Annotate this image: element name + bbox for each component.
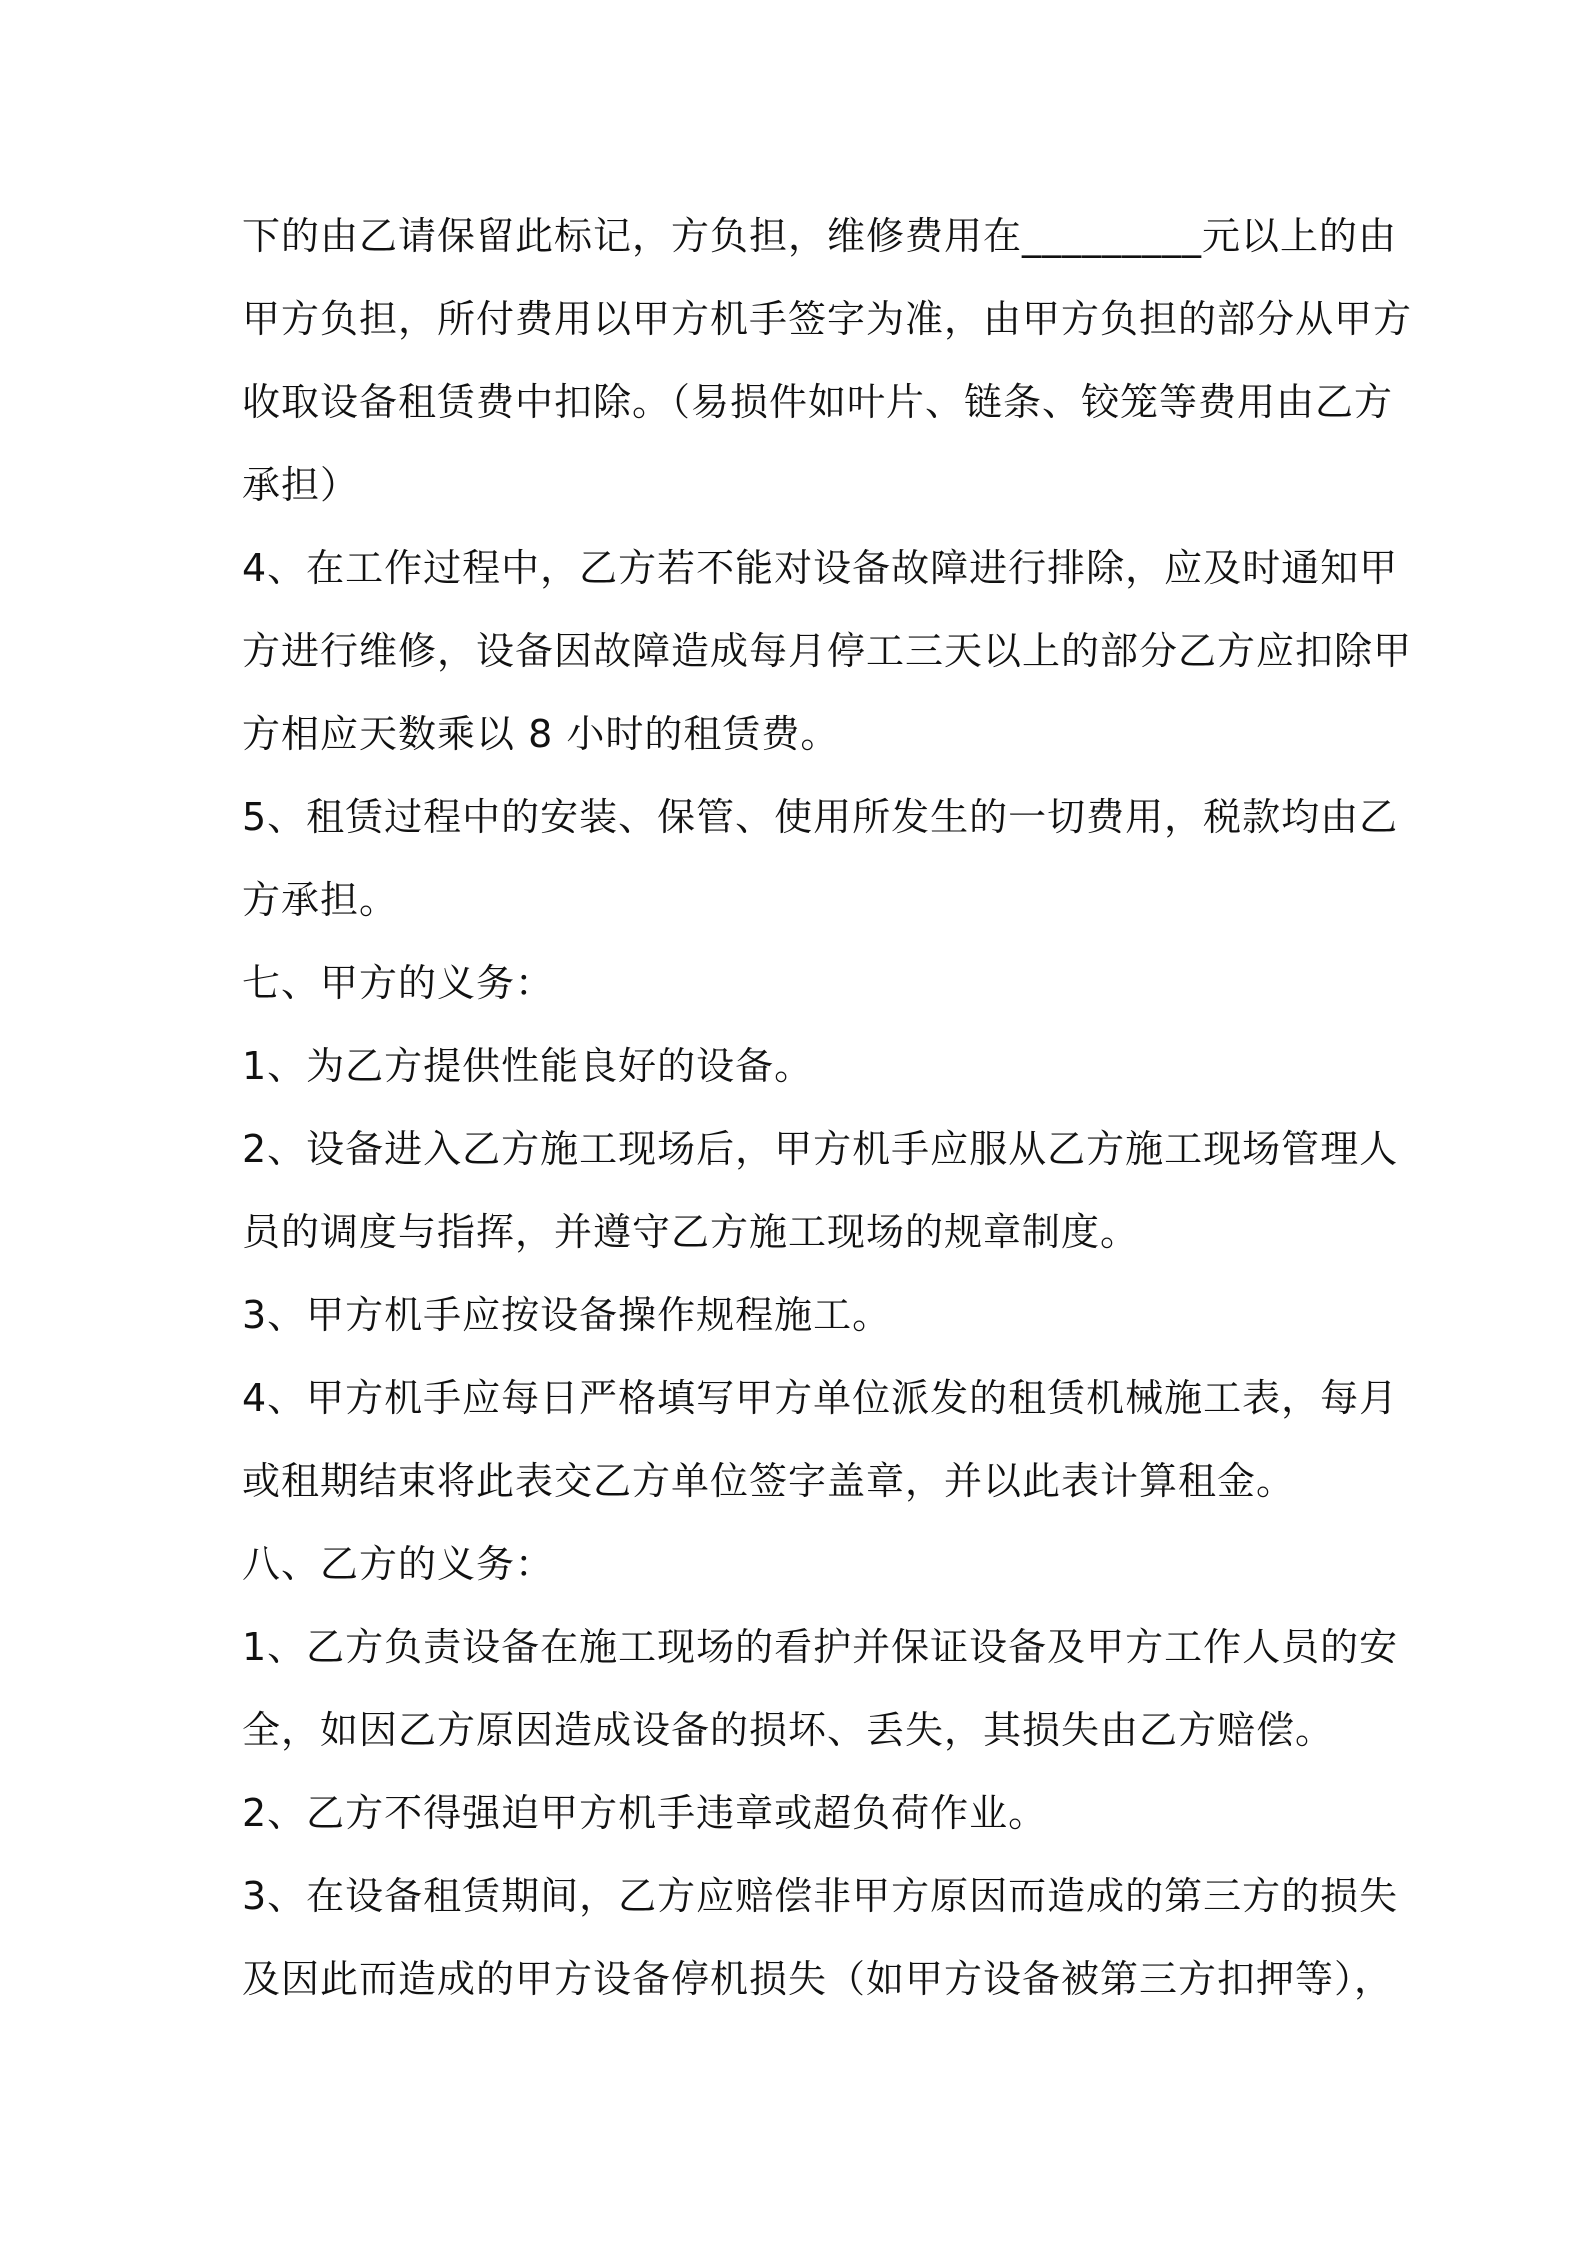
text-line: 全，如因乙方原因造成设备的损坏、丢失，其损失由乙方赔偿。 <box>242 1708 1335 1752</box>
text-line: 方承担。 <box>242 878 399 922</box>
text-line: 4、在工作过程中，乙方若不能对设备故障进行排除，应及时通知甲 <box>242 546 1399 590</box>
text-line: 2、设备进入乙方施工现场后，甲方机手应服从乙方施工现场管理人 <box>242 1127 1399 1171</box>
text-line: 1、乙方负责设备在施工现场的看护并保证设备及甲方工作人员的安 <box>242 1625 1399 1669</box>
text-line: 3、在设备租赁期间，乙方应赔偿非甲方原因而造成的第三方的损失 <box>242 1874 1399 1918</box>
text-line: 方相应天数乘以 8 小时的租赁费。 <box>242 712 840 756</box>
text-line: 4、甲方机手应每日严格填写甲方单位派发的租赁机械施工表，每月 <box>242 1376 1399 1420</box>
text-line: 承担） <box>242 463 360 507</box>
document-body <box>242 195 1413 2021</box>
text-line: 下的由乙请保留此标记，方负担，维修费用在_________元以上的由 <box>242 214 1398 258</box>
text-line: 方进行维修，设备因故障造成每月停工三天以上的部分乙方应扣除甲 <box>242 629 1413 673</box>
text-line: 5、租赁过程中的安装、保管、使用所发生的一切费用，税款均由乙 <box>242 795 1399 839</box>
text-line: 收取设备租赁费中扣除。（易损件如叶片、链条、铰笼等费用由乙方 <box>242 380 1394 424</box>
text-line: 或租期结束将此表交乙方单位签字盖章，并以此表计算租金。 <box>242 1459 1296 1503</box>
section-heading: 八、乙方的义务： <box>242 1542 555 1586</box>
text-line: 及因此而造成的甲方设备停机损失（如甲方设备被第三方扣押等）， <box>242 1957 1394 2001</box>
section-heading: 七、甲方的义务： <box>242 961 555 1005</box>
text-line: 3、甲方机手应按设备操作规程施工。 <box>242 1293 892 1337</box>
text-line: 1、为乙方提供性能良好的设备。 <box>242 1044 814 1088</box>
text-line: 2、乙方不得强迫甲方机手违章或超负荷作业。 <box>242 1791 1048 1835</box>
text-line: 员的调度与指挥，并遵守乙方施工现场的规章制度。 <box>242 1210 1140 1254</box>
text-line: 甲方负担，所付费用以甲方机手签字为准，由甲方负担的部分从甲方 <box>242 297 1413 341</box>
